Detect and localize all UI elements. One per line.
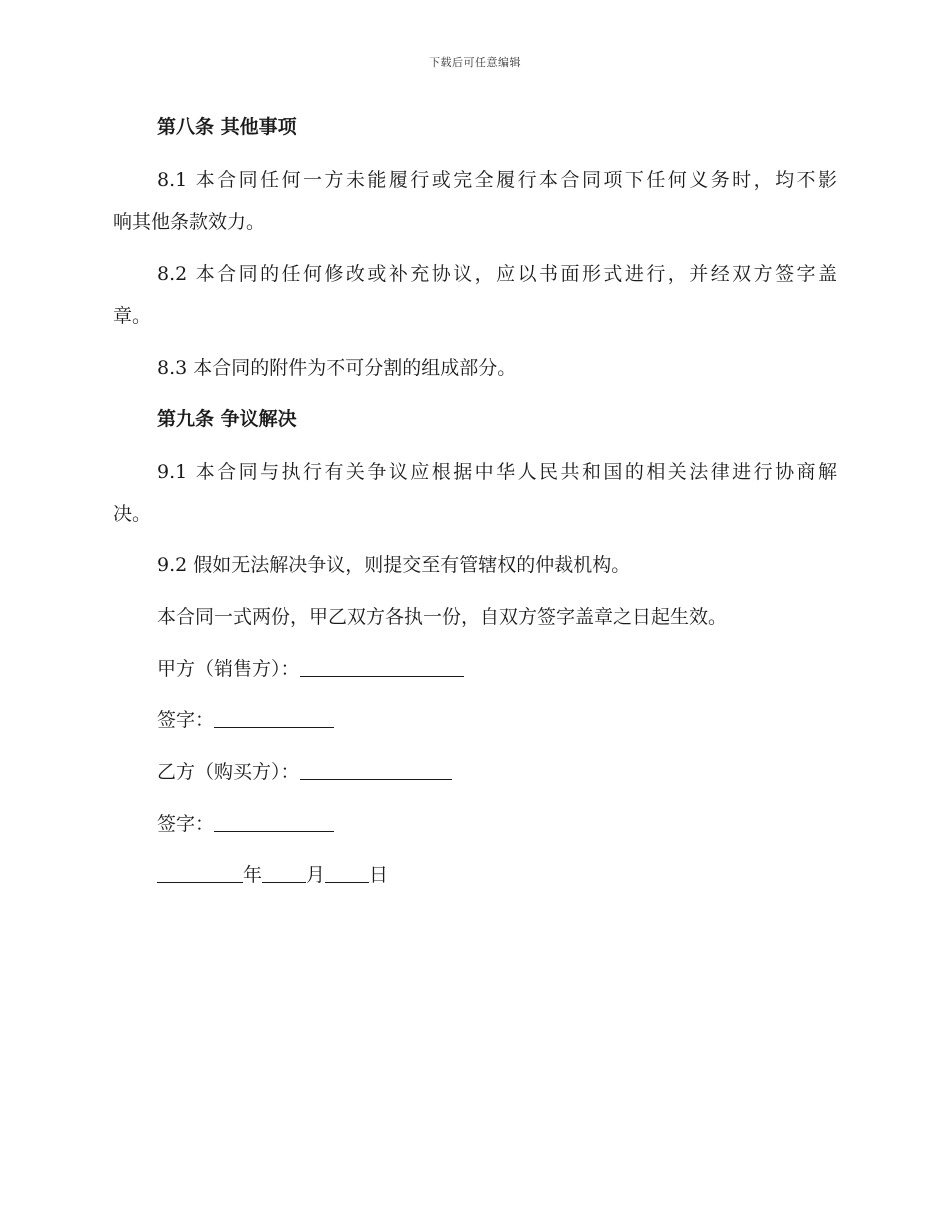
party-b-blank[interactable]: [300, 761, 452, 780]
article-9-heading: 第九条 争议解决: [157, 408, 297, 430]
party-a-row: [157, 657, 464, 681]
sign-b-row: [157, 812, 334, 836]
clause-8-3: 8.3 本合同的附件为不可分割的组成部分。: [157, 357, 517, 379]
party-b-label: 乙方（购买方）：: [157, 761, 300, 783]
year-label: 年: [243, 864, 263, 886]
clause-9-1-line-1: 9.1 本合同与执行有关争议应根据中华人民共和国的相关法律进行协商解: [157, 461, 837, 483]
party-a-label: 甲方（销售方）：: [157, 658, 300, 680]
clause-9-2: 9.2 假如无法解决争议，则提交至有管辖权的仲裁机构。: [157, 554, 631, 576]
header-note: 下载后可任意编辑: [429, 56, 521, 69]
article-8-heading: 第八条 其他事项: [157, 116, 297, 138]
sign-a-label: 签字：: [157, 709, 215, 731]
clause-8-2-line-2: 章。: [113, 305, 152, 327]
clause-8-1-line-1: 8.1 本合同任何一方未能履行或完全履行本合同项下任何义务时，均不影: [157, 169, 837, 191]
party-a-blank[interactable]: [300, 658, 464, 677]
sign-a-blank[interactable]: [214, 709, 334, 728]
clause-9-1-line-2: 决。: [113, 503, 152, 525]
clause-8-1-line-2: 响其他条款效力。: [113, 211, 266, 233]
sign-b-blank[interactable]: [214, 813, 334, 832]
month-blank[interactable]: [262, 864, 306, 883]
clause-8-2-line-1: 8.2 本合同的任何修改或补充协议，应以书面形式进行，并经双方签字盖: [157, 263, 837, 285]
month-label: 月: [306, 864, 326, 886]
sign-a-row: [157, 708, 334, 732]
day-label: 日: [369, 864, 389, 886]
date-row: [157, 863, 388, 887]
year-blank[interactable]: [157, 864, 243, 883]
day-blank[interactable]: [325, 864, 369, 883]
sign-b-label: 签字：: [157, 813, 215, 835]
party-b-row: [157, 760, 452, 784]
closing-statement: 本合同一式两份，甲乙双方各执一份，自双方签字盖章之日起生效。: [157, 606, 728, 628]
